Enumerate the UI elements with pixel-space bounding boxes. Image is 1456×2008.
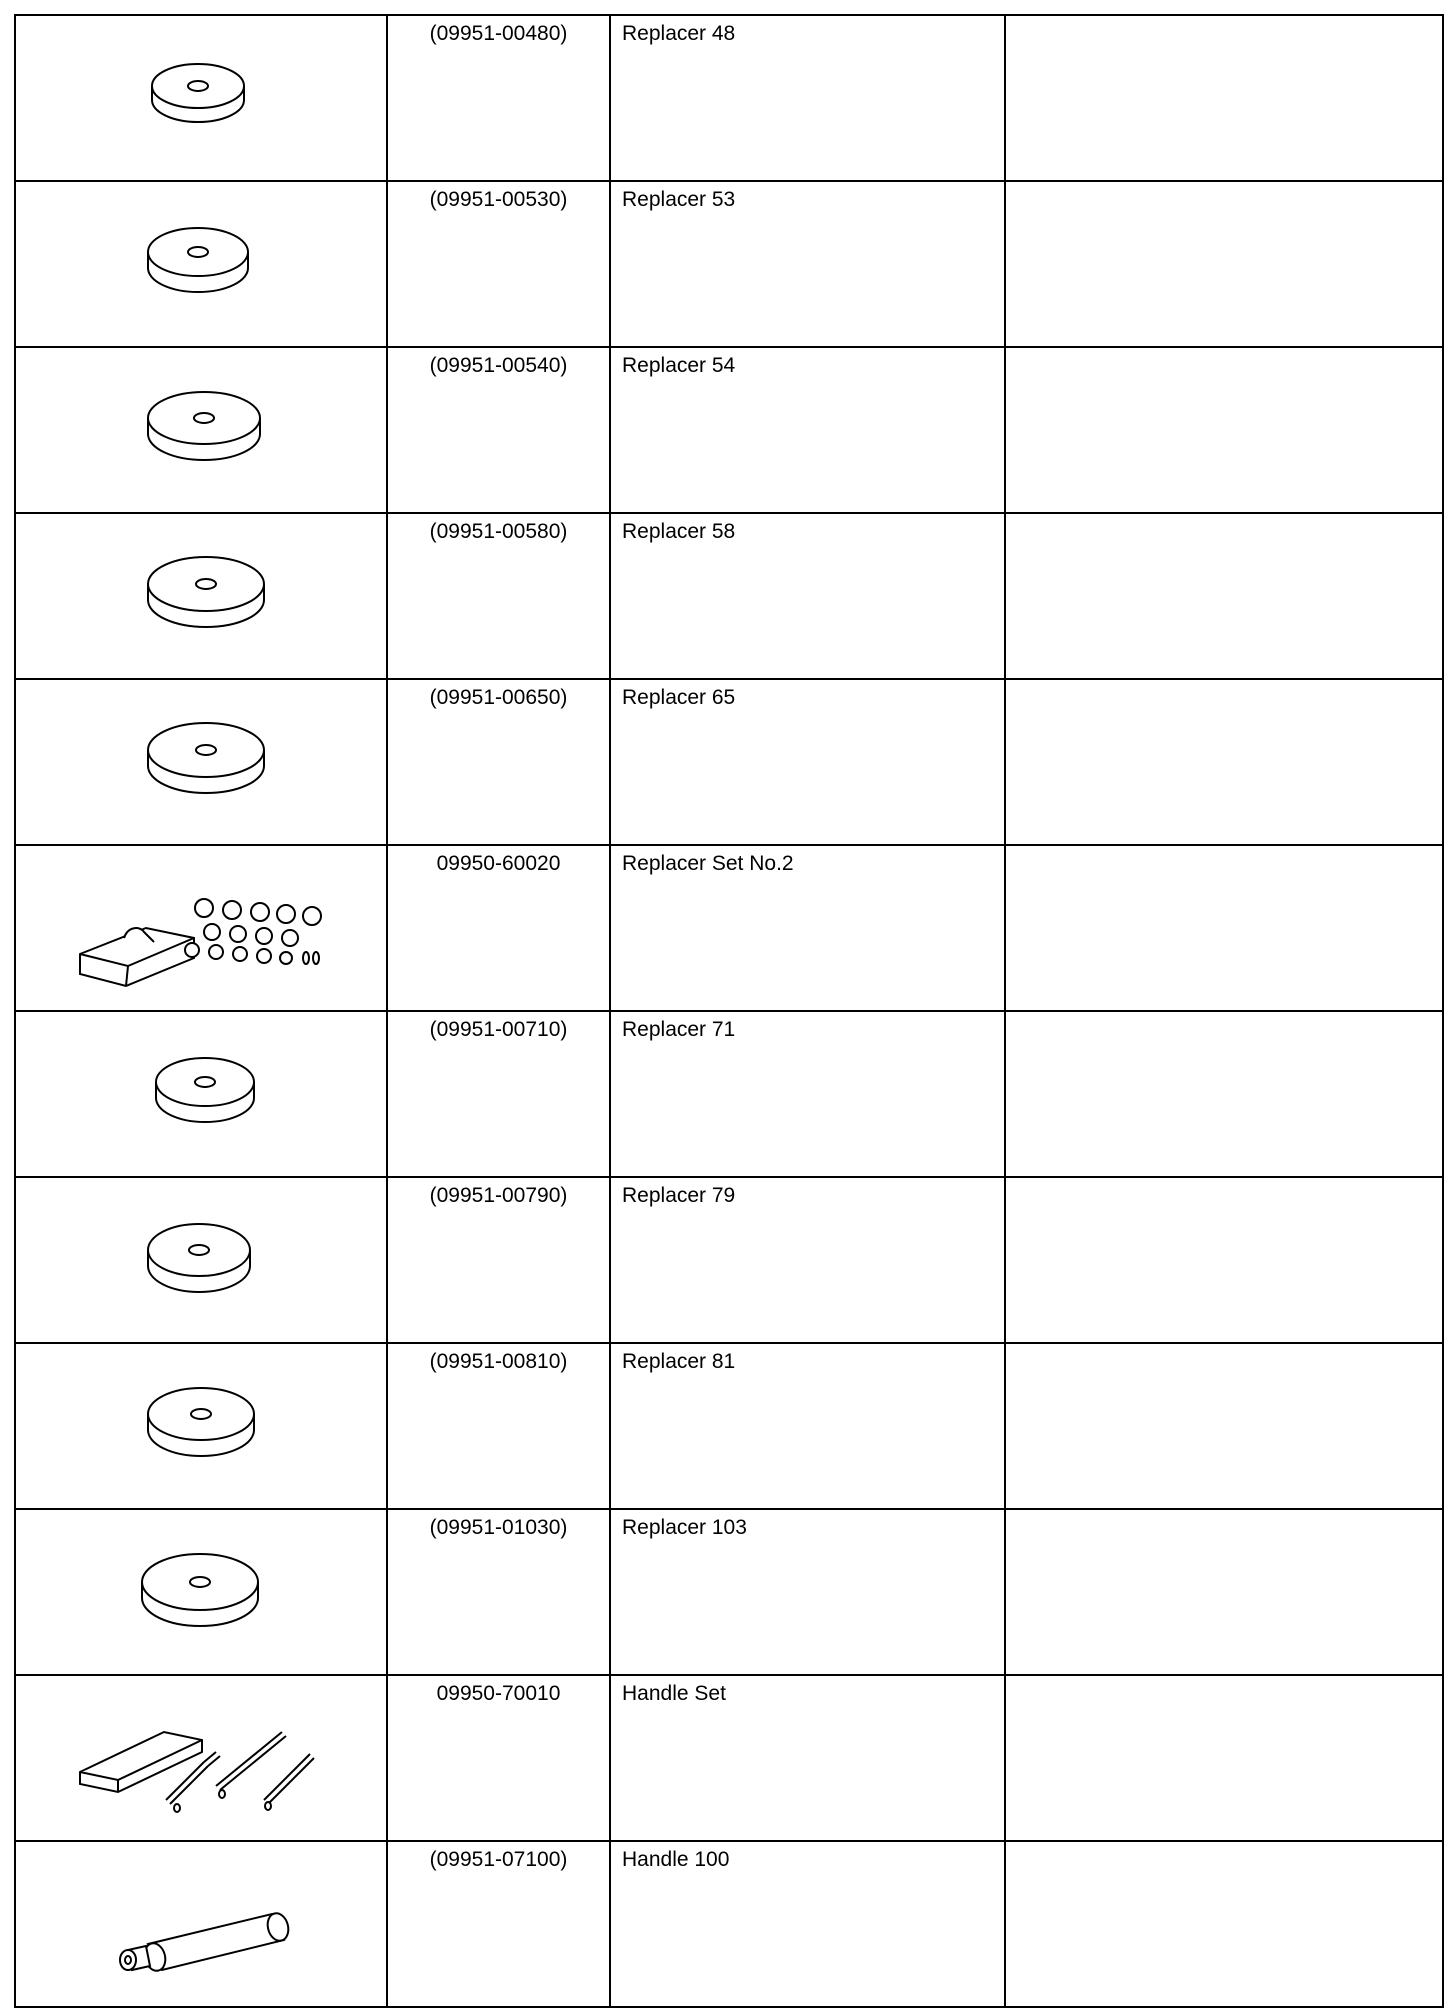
part-number: (09951-00580) — [387, 513, 610, 679]
illustration-cell — [15, 1841, 387, 2007]
illustration-cell — [15, 513, 387, 679]
illustration-cell — [15, 181, 387, 347]
note-cell — [1005, 347, 1443, 513]
note-cell — [1005, 845, 1443, 1011]
part-number: (09951-01030) — [387, 1509, 610, 1675]
tool-name: Replacer Set No.2 — [610, 845, 1005, 1011]
note-cell — [1005, 1675, 1443, 1841]
part-number: (09951-00480) — [387, 15, 610, 181]
illustration-cell — [15, 347, 387, 513]
illustration-cell — [15, 1343, 387, 1509]
table-row — [15, 1343, 1443, 1509]
part-number: (09951-00650) — [387, 679, 610, 845]
tool-name: Replacer 71 — [610, 1011, 1005, 1177]
note-cell — [1005, 15, 1443, 181]
disc-replacer-icon — [16, 1510, 386, 1668]
disc-replacer-icon — [16, 182, 386, 340]
table-row — [15, 679, 1443, 845]
table-row — [15, 1011, 1443, 1177]
special-tools-table — [14, 14, 1444, 2008]
note-cell — [1005, 1177, 1443, 1343]
disc-replacer-icon — [16, 348, 386, 506]
note-cell — [1005, 1011, 1443, 1177]
table-row — [15, 1675, 1443, 1841]
part-number: (09951-07100) — [387, 1841, 610, 2007]
tool-name: Replacer 79 — [610, 1177, 1005, 1343]
table-row — [15, 513, 1443, 679]
part-number: 09950-60020 — [387, 845, 610, 1011]
illustration-cell — [15, 1177, 387, 1343]
replacer-set-case-icon — [16, 846, 386, 1004]
disc-replacer-icon — [16, 1178, 386, 1336]
tool-name: Replacer 103 — [610, 1509, 1005, 1675]
disc-replacer-icon — [16, 680, 386, 838]
tool-name: Replacer 58 — [610, 513, 1005, 679]
tool-name: Replacer 65 — [610, 679, 1005, 845]
part-number: (09951-00530) — [387, 181, 610, 347]
note-cell — [1005, 513, 1443, 679]
part-number: (09951-00540) — [387, 347, 610, 513]
note-cell — [1005, 1343, 1443, 1509]
illustration-cell — [15, 845, 387, 1011]
part-number: (09951-00790) — [387, 1177, 610, 1343]
tool-name: Replacer 54 — [610, 347, 1005, 513]
table-row — [15, 181, 1443, 347]
table-row — [15, 15, 1443, 181]
part-number: (09951-00710) — [387, 1011, 610, 1177]
illustration-cell — [15, 1509, 387, 1675]
note-cell — [1005, 679, 1443, 845]
handle-set-icon — [16, 1676, 386, 1834]
illustration-cell — [15, 1675, 387, 1841]
handle-icon — [16, 1842, 386, 2000]
illustration-cell — [15, 679, 387, 845]
illustration-cell — [15, 15, 387, 181]
table-row — [15, 1841, 1443, 2007]
tool-name: Replacer 81 — [610, 1343, 1005, 1509]
note-cell — [1005, 181, 1443, 347]
note-cell — [1005, 1509, 1443, 1675]
illustration-cell — [15, 1011, 387, 1177]
tool-name: Replacer 48 — [610, 15, 1005, 181]
part-number: (09951-00810) — [387, 1343, 610, 1509]
table-row — [15, 347, 1443, 513]
tool-name: Replacer 53 — [610, 181, 1005, 347]
table-row — [15, 1509, 1443, 1675]
note-cell — [1005, 1841, 1443, 2007]
tool-name: Handle 100 — [610, 1841, 1005, 2007]
part-number: 09950-70010 — [387, 1675, 610, 1841]
disc-replacer-icon — [16, 514, 386, 672]
table-row — [15, 1177, 1443, 1343]
disc-replacer-icon — [16, 1344, 386, 1502]
tool-name: Handle Set — [610, 1675, 1005, 1841]
disc-replacer-icon — [16, 16, 386, 174]
table-row — [15, 845, 1443, 1011]
disc-replacer-icon — [16, 1012, 386, 1170]
